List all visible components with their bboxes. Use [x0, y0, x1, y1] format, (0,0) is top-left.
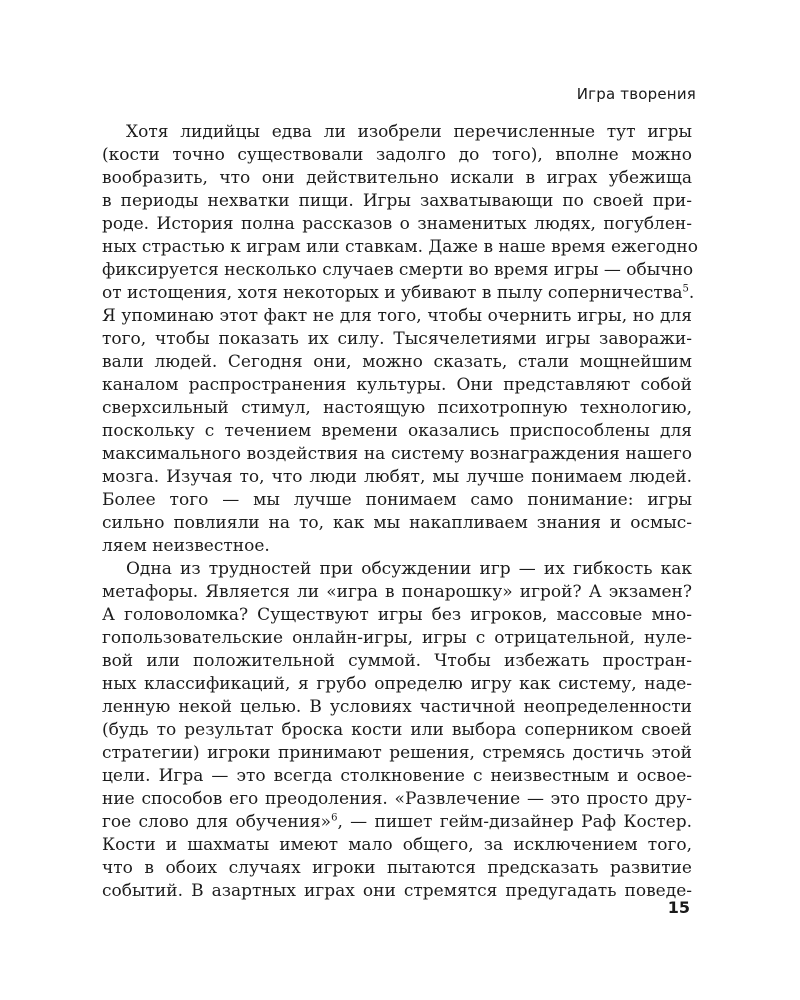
text-segment: , — пишет гейм-дизайнер Раф Костер. — [337, 812, 692, 832]
text-line: того, чтобы показать их силу. Тысячелетиями игры заворажи- — [102, 329, 692, 349]
text-line: поскольку с течением времени оказались приспособлены для — [102, 421, 692, 441]
page-number: 15 — [667, 898, 690, 917]
footnote-ref-5[interactable]: 5 — [682, 283, 689, 295]
text-line: метафоры. Является ли «игра в понарошку» игрой? А экзамен? — [102, 582, 692, 602]
text-line: вой или положительной суммой. Чтобы избежать простран- — [102, 651, 692, 671]
text-line: (будь то результат броска кости или выбора соперником своей — [102, 720, 692, 740]
text-line: мозга. Изучая то, что люди любят, мы лучше понимаем людей. — [102, 467, 692, 487]
text-line-with-footnote — [102, 811, 692, 834]
text-segment: гое слово для обучения» — [102, 812, 332, 832]
text-line: каналом распространения культуры. Они представляют собой — [102, 375, 692, 395]
text-line: что в обоих случаях игроки пытаются предсказать развитие — [102, 858, 692, 878]
text-line: максимального воздействия на систему вознаграждения нашего — [102, 444, 692, 464]
text-line: ных классификаций, я грубо определю игру как систему, наде- — [102, 674, 692, 694]
text-line: сверхсильный стимул, настоящую психотропную технологию, — [102, 398, 692, 418]
text-line: ных страстью к играм или ставкам. Даже в наше время ежегодно — [102, 237, 698, 257]
footnote-ref-6[interactable]: 6 — [331, 812, 338, 824]
paragraph-2 — [102, 558, 692, 903]
text-line: Хотя лидийцы едва ли изобрели перечисленные тут игры — [126, 122, 692, 142]
text-line: ленную некой целью. В условиях частичной неопределенности — [102, 697, 692, 717]
text-line: цели. Игра — это всегда столкновение с неизвестным и освое- — [102, 766, 692, 786]
text-line: Более того — мы лучше понимаем само понимание: игры — [102, 490, 692, 510]
text-segment: от истощения, хотя некоторых и убивают в пылу соперничества — [102, 283, 683, 303]
text-line: Одна из трудностей при обсуждении игр — их гибкость как — [126, 559, 692, 579]
text-line: вообразить, что они действительно искали в играх убежища — [102, 168, 692, 188]
text-line: событий. В азартных играх они стремятся предугадать поведе- — [102, 881, 692, 901]
paragraph-1 — [102, 121, 698, 558]
text-line: Я упоминаю этот факт не для того, чтобы очернить игры, но для — [102, 306, 692, 326]
text-line: сильно повлияли на то, как мы накапливаем знания и осмыс- — [102, 513, 692, 533]
text-segment: . — [688, 283, 695, 303]
text-line: гопользовательские онлайн-игры, игры с отрицательной, нуле- — [102, 628, 692, 648]
text-line: вали людей. Сегодня они, можно сказать, стали мощнейшим — [102, 352, 692, 372]
text-line: стратегии) игроки принимают решения, стремясь достичь этой — [102, 743, 692, 763]
text-line: А головоломка? Существуют игры без игроков, массовые мно- — [102, 605, 692, 625]
text-line: (кости точно существовали задолго до того), вполне можно — [102, 145, 692, 165]
running-header: Игра творения — [576, 85, 696, 103]
text-line: Кости и шахматы имеют мало общего, за исключением того, — [102, 835, 692, 855]
text-line: ляем неизвестное. — [102, 536, 270, 556]
text-line-with-footnote — [102, 282, 695, 305]
text-line: в периоды нехватки пищи. Игры захватывающи по своей при- — [102, 191, 692, 211]
body-text — [102, 121, 698, 903]
text-line: фиксируется несколько случаев смерти во время игры — обычно — [102, 260, 694, 280]
text-line: роде. История полна рассказов о знаменитых людях, погублен- — [102, 214, 692, 234]
text-line: ние способов его преодоления. «Развлечение — это просто дру- — [102, 789, 692, 809]
